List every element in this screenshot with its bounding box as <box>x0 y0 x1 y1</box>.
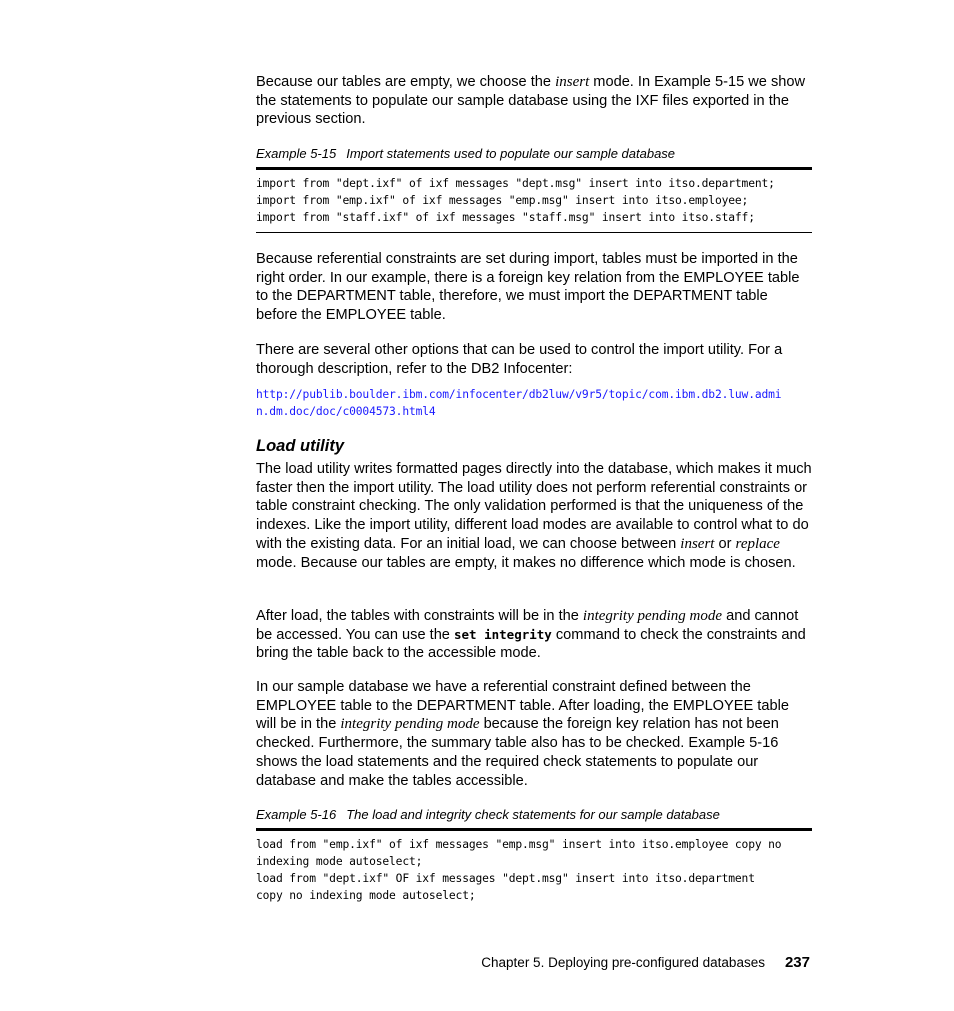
paragraph-load-utility <box>256 460 812 572</box>
example-label: Example 5-16 <box>256 807 337 822</box>
code-line: indexing mode autoselect; <box>256 855 423 868</box>
code-line: load from "emp.ixf" of ixf messages "emp.msg" insert into itso.employee copy no <box>256 838 782 851</box>
example-title: Import statements used to populate our sample database <box>346 146 676 161</box>
paragraph-sample-db <box>256 678 812 790</box>
emphasis-integrity-pending: integrity pending mode <box>340 716 480 733</box>
code-line: import from "dept.ixf" of ixf messages "dept.msg" insert into itso.department; <box>256 177 775 190</box>
text-run: After load, the tables with constraints will be in the <box>256 608 583 624</box>
emphasis-insert: insert <box>555 74 590 90</box>
inline-code-set-integrity: set integrity <box>453 626 552 642</box>
example-label: Example 5-15 <box>256 146 337 161</box>
example-5-15-code <box>256 167 812 233</box>
emphasis-integrity-pending: integrity pending mode <box>582 608 723 624</box>
paragraph-options <box>256 341 812 378</box>
text-run: or <box>714 535 736 552</box>
paragraph-text: There are several other options that can be used to control the import utility. For a thorough description, refer to the DB2 Infocenter: <box>256 342 783 377</box>
code-line: import from "emp.ixf" of ixf messages "emp.msg" insert into itso.employee; <box>256 194 749 207</box>
example-title: The load and integrity check statements for our sample database <box>346 807 720 822</box>
intro-paragraph <box>256 73 812 129</box>
text-run: command to check the constraints and bring the table back to the accessible mode. <box>256 626 806 662</box>
paragraph-import-order <box>256 250 812 325</box>
page-footer <box>481 954 810 971</box>
text-run: Because our tables are empty, we choose the <box>256 74 556 90</box>
footer-chapter: Chapter 5. Deploying pre-configured databases <box>481 955 765 970</box>
paragraph-text: Because referential constraints are set during import, tables must be imported in the right order. In our example, there is a foreign key relation from the EMPLOYEE table to the DEPARTMENT table, therefore, we must import the DEPARTMENT table before the EMPLOYEE table. <box>256 251 800 324</box>
text-run: The load utility writes formatted pages directly into the database, which makes it much faster then the import utility. The load utility does not perform referential constraints or table constraint checking. The only validation performed is that the uniqueness of the indexes. Like the import utility, different load modes are available to control what to do with the existing data. For an initial load, we can choose between <box>256 461 812 552</box>
text-run: and cannot be accessed. You can use the <box>256 608 799 643</box>
paragraph-after-load <box>256 607 812 663</box>
link-line[interactable]: http://publib.boulder.ibm.com/infocenter/db2luw/v9r5/topic/com.ibm.db2.luw.admi <box>256 388 782 401</box>
code-line: copy no indexing mode autoselect; <box>256 889 476 902</box>
section-heading <box>256 437 812 456</box>
code-line: import from "staff.ixf" of ixf messages "staff.msg" insert into itso.staff; <box>256 211 755 224</box>
code-line: load from "dept.ixf" OF ixf messages "dept.msg" insert into itso.department <box>256 872 755 885</box>
link-line[interactable]: n.dm.doc/doc/c0004573.html4 <box>256 405 436 418</box>
example-5-15-caption <box>256 146 812 162</box>
page-number: 237 <box>784 954 810 971</box>
text-run: In our sample database we have a referential constraint defined between the EMPLOYEE table to the DEPARTMENT table. After loading, the EMPLOYEE table will be in the <box>256 679 789 733</box>
emphasis-replace: replace <box>735 535 780 552</box>
text-run: because the foreign key relation has not been checked. Furthermore, the summary table also has to be checked. Example 5-16 shows the load statements and the required check statements to populate our database and make the tables accessible. <box>256 716 779 789</box>
text-run: mode. In Example 5-15 we show the statements to populate our sample database using the IXF files exported in the previous section. <box>256 74 806 128</box>
example-5-16-code <box>256 828 812 910</box>
text-run: mode. Because our tables are empty, it makes no difference which mode is chosen. <box>256 554 796 571</box>
heading-load-utility: Load utility <box>256 437 344 455</box>
example-5-16-caption <box>256 807 812 823</box>
emphasis-insert: insert <box>680 535 715 552</box>
infocenter-link[interactable] <box>256 386 812 420</box>
